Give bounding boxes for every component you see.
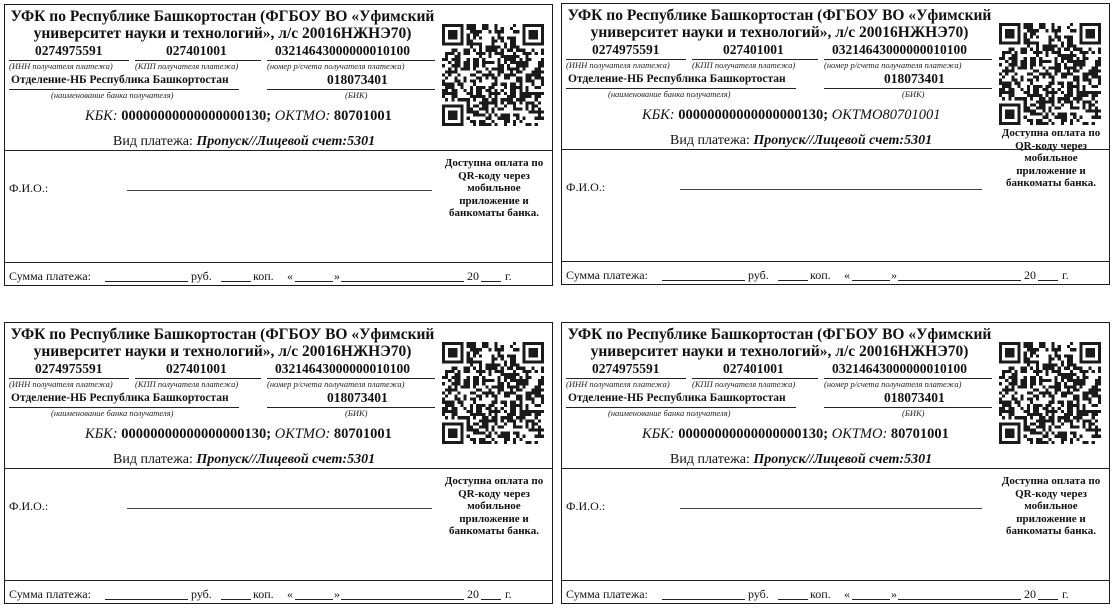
day-line	[295, 281, 333, 282]
kop-line	[221, 599, 251, 600]
kpp-value: 027401001	[723, 42, 784, 57]
year-line	[1038, 280, 1058, 281]
fio-line	[127, 190, 432, 191]
kbk-value: 00000000000000000130;	[121, 426, 272, 442]
kpp-value: 027401001	[166, 43, 227, 58]
year-line	[481, 281, 501, 282]
year-suffix: г.	[1062, 268, 1069, 282]
kpp-value: 027401001	[166, 361, 227, 376]
bik-value: 018073401	[327, 390, 388, 405]
year-line	[1038, 599, 1058, 600]
kbk-label: КБК:	[85, 426, 118, 442]
inn-value: 0274975591	[35, 43, 103, 58]
oktmo-label: ОКТМО	[831, 107, 883, 123]
account-caption: (номер р/счета получателя платежа)	[267, 61, 405, 71]
payment-sum-row	[562, 261, 1109, 285]
payment-sum-row	[5, 262, 552, 286]
payment-type-label: Вид платежа:	[670, 452, 750, 467]
date-quote-close: »	[334, 269, 340, 283]
bik-caption: (БИК)	[902, 89, 925, 99]
bank-name: Отделение-НБ Республика Башкортостан	[568, 73, 786, 85]
payment-type-line	[113, 452, 375, 468]
payment-sum-row	[5, 580, 552, 604]
recipient-section	[5, 5, 552, 151]
month-line	[341, 281, 464, 282]
date-quote-open: «	[844, 268, 850, 282]
kbk-label: КБК:	[85, 108, 118, 124]
payment-receipt	[561, 322, 1110, 604]
qr-code	[442, 339, 544, 447]
inn-value: 0274975591	[35, 361, 103, 376]
bank-name: Отделение-НБ Республика Башкортостан	[11, 74, 229, 86]
qr-finder-pattern	[442, 104, 464, 126]
qr-finder-pattern	[522, 24, 544, 46]
bank-name: Отделение-НБ Республика Башкортостан	[568, 392, 786, 404]
payment-type-line	[670, 133, 932, 149]
qr-code	[442, 21, 544, 129]
recipient-title	[10, 326, 435, 360]
year-suffix: г.	[505, 587, 512, 601]
oktmo-label: ОКТМО:	[831, 426, 888, 442]
qr-payment-note: Доступна оплата по QR-коду через мобильное приложение и банкоматы банка.	[444, 157, 544, 219]
date-quote-open: «	[844, 587, 850, 601]
inn-value: 0274975591	[592, 361, 660, 376]
rub-label: руб.	[748, 587, 769, 601]
qr-finder-pattern	[522, 342, 544, 364]
recipient-title-line: УФК по Республике Башкортостан (ФГБОУ ВО «Уфимский	[567, 7, 992, 24]
day-line	[852, 599, 890, 600]
oktmo-label: ОКТМО:	[274, 108, 331, 124]
inn-value: 0274975591	[592, 42, 660, 57]
oktmo-value: 80701001	[333, 426, 392, 442]
qr-code	[999, 20, 1101, 128]
kbk-oktmo-line	[642, 426, 949, 443]
day-line	[295, 599, 333, 600]
kpp-caption: (КПП получателя платежа)	[135, 61, 239, 71]
account-caption: (номер р/счета получателя платежа)	[824, 60, 962, 70]
rub-label: руб.	[748, 268, 769, 282]
kop-line	[778, 599, 808, 600]
fio-label: Ф.И.О.:	[566, 499, 606, 513]
kop-label: коп.	[810, 268, 831, 282]
payment-receipt	[4, 322, 553, 604]
fio-label: Ф.И.О.:	[566, 180, 606, 194]
fio-label: Ф.И.О.:	[9, 499, 49, 513]
month-line	[898, 280, 1021, 281]
rub-line	[105, 281, 188, 282]
qr-finder-pattern	[442, 342, 464, 364]
recipient-title-line: университет науки и технологий», л/с 20016НЖНЭ70)	[33, 343, 412, 360]
rub-label: руб.	[191, 269, 212, 283]
kbk-value: 00000000000000000130;	[678, 107, 829, 123]
rub-line	[105, 599, 188, 600]
month-line	[341, 599, 464, 600]
bank-caption: (наименование банка получателя)	[51, 408, 174, 418]
account-value: 03214643000000010100	[275, 43, 410, 58]
oktmo-value: 80701001	[890, 426, 949, 442]
kpp-caption: (КПП получателя платежа)	[692, 379, 796, 389]
sum-label: Сумма платежа:	[9, 587, 91, 601]
bik-value: 018073401	[884, 71, 945, 86]
oktmo-value: 80701001	[882, 107, 941, 123]
qr-finder-pattern	[999, 23, 1021, 45]
payment-type-label: Вид платежа:	[113, 134, 193, 149]
bik-value: 018073401	[884, 390, 945, 405]
rub-label: руб.	[191, 587, 212, 601]
inn-caption: (ИНН получателя платежа)	[9, 379, 113, 389]
qr-payment-note: Доступна оплата по QR-коду через мобильное приложение и банкоматы банка.	[444, 475, 544, 537]
year-line	[481, 599, 501, 600]
qr-finder-pattern	[442, 422, 464, 444]
recipient-title-line: УФК по Республике Башкортостан (ФГБОУ ВО «Уфимский	[10, 326, 435, 343]
year-suffix: г.	[1062, 587, 1069, 601]
oktmo-label: ОКТМО:	[274, 426, 331, 442]
bank-caption: (наименование банка получателя)	[51, 90, 174, 100]
payment-type-label: Вид платежа:	[670, 133, 750, 148]
date-quote-open: «	[287, 269, 293, 283]
payment-receipt	[4, 4, 553, 286]
qr-finder-pattern	[999, 422, 1021, 444]
payment-type-value: Пропуск//Лицевой счет:5301	[753, 133, 933, 148]
kpp-value: 027401001	[723, 361, 784, 376]
year-prefix: 20	[1024, 268, 1036, 282]
recipient-title	[567, 326, 992, 360]
sum-label: Сумма платежа:	[566, 587, 648, 601]
qr-finder-pattern	[999, 103, 1021, 125]
date-quote-close: »	[891, 268, 897, 282]
recipient-title	[10, 8, 435, 42]
year-prefix: 20	[467, 587, 479, 601]
kop-line	[778, 280, 808, 281]
oktmo-value: 80701001	[333, 108, 392, 124]
kbk-label: КБК:	[642, 107, 675, 123]
recipient-title-line: университет науки и технологий», л/с 20016НЖНЭ70)	[33, 25, 412, 42]
kop-line	[221, 281, 251, 282]
account-caption: (номер р/счета получателя платежа)	[824, 379, 962, 389]
inn-caption: (ИНН получателя платежа)	[566, 379, 670, 389]
date-quote-close: »	[891, 587, 897, 601]
year-prefix: 20	[467, 269, 479, 283]
day-line	[852, 280, 890, 281]
year-prefix: 20	[1024, 587, 1036, 601]
bik-caption: (БИК)	[902, 408, 925, 418]
kop-label: коп.	[253, 269, 274, 283]
kbk-label: КБК:	[642, 426, 675, 442]
bik-caption: (БИК)	[345, 90, 368, 100]
kpp-caption: (КПП получателя платежа)	[135, 379, 239, 389]
recipient-title-line: университет науки и технологий», л/с 20016НЖНЭ70)	[590, 343, 969, 360]
payment-type-line	[670, 452, 932, 468]
kop-label: коп.	[253, 587, 274, 601]
kbk-oktmo-line	[642, 107, 940, 124]
account-value: 03214643000000010100	[832, 361, 967, 376]
account-value: 03214643000000010100	[832, 42, 967, 57]
date-quote-close: »	[334, 587, 340, 601]
payer-section	[5, 468, 552, 580]
qr-finder-pattern	[1079, 342, 1101, 364]
qr-finder-pattern	[1079, 23, 1101, 45]
kbk-oktmo-line	[85, 108, 392, 125]
recipient-section	[5, 323, 552, 469]
month-line	[898, 599, 1021, 600]
bik-value: 018073401	[327, 72, 388, 87]
payment-type-value: Пропуск//Лицевой счет:5301	[196, 134, 376, 149]
payer-section	[5, 150, 552, 262]
bank-caption: (наименование банка получателя)	[608, 408, 731, 418]
account-caption: (номер р/счета получателя платежа)	[267, 379, 405, 389]
payer-section	[562, 468, 1109, 580]
payment-type-label: Вид платежа:	[113, 452, 193, 467]
inn-caption: (ИНН получателя платежа)	[566, 60, 670, 70]
recipient-title-line: университет науки и технологий», л/с 20016НЖНЭ70)	[590, 24, 969, 41]
fio-label: Ф.И.О.:	[9, 181, 49, 195]
payment-sum-row	[562, 580, 1109, 604]
account-value: 03214643000000010100	[275, 361, 410, 376]
year-suffix: г.	[505, 269, 512, 283]
fio-line	[680, 508, 982, 509]
bank-name: Отделение-НБ Республика Башкортостан	[11, 392, 229, 404]
date-quote-open: «	[287, 587, 293, 601]
rub-line	[662, 599, 745, 600]
kbk-value: 00000000000000000130;	[678, 426, 829, 442]
rub-line	[662, 280, 745, 281]
qr-payment-note: Доступна оплата по QR-коду через мобильное приложение и банкоматы банка.	[1001, 475, 1101, 537]
qr-code	[999, 339, 1101, 447]
kpp-caption: (КПП получателя платежа)	[692, 60, 796, 70]
kbk-oktmo-line	[85, 426, 392, 443]
recipient-title-line: УФК по Республике Башкортостан (ФГБОУ ВО «Уфимский	[567, 326, 992, 343]
bank-caption: (наименование банка получателя)	[608, 89, 731, 99]
payment-type-line	[113, 134, 375, 150]
payment-receipt	[561, 3, 1110, 285]
payment-type-value: Пропуск//Лицевой счет:5301	[753, 452, 933, 467]
recipient-title	[567, 7, 992, 41]
payment-type-value: Пропуск//Лицевой счет:5301	[196, 452, 376, 467]
qr-finder-pattern	[999, 342, 1021, 364]
fio-line	[680, 189, 982, 190]
fio-line	[127, 508, 432, 509]
sum-label: Сумма платежа:	[566, 268, 648, 282]
recipient-title-line: УФК по Республике Башкортостан (ФГБОУ ВО «Уфимский	[10, 8, 435, 25]
qr-finder-pattern	[442, 24, 464, 46]
qr-payment-note: Доступна оплата по QR-коду через мобильное приложение и банкоматы банка.	[1001, 127, 1101, 189]
sum-label: Сумма платежа:	[9, 269, 91, 283]
recipient-section	[562, 323, 1109, 469]
inn-caption: (ИНН получателя платежа)	[9, 61, 113, 71]
bik-caption: (БИК)	[345, 408, 368, 418]
kop-label: коп.	[810, 587, 831, 601]
kbk-value: 00000000000000000130;	[121, 108, 272, 124]
